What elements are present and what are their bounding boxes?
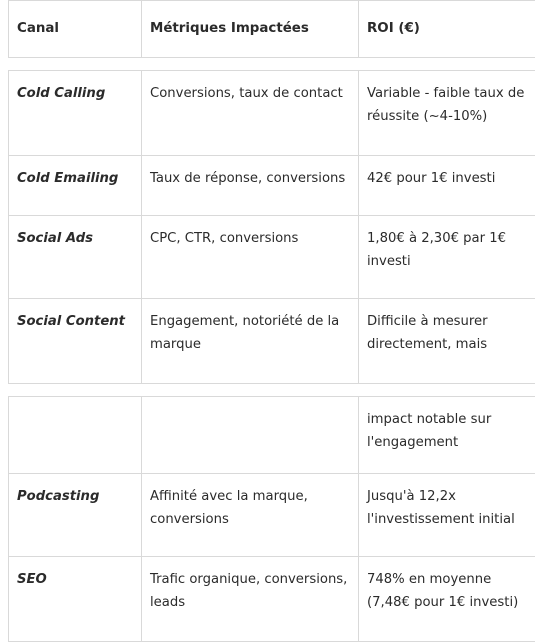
header-roi: ROI (€) [359,1,535,41]
canal-name: Social Ads [9,216,141,251]
table-cell [359,397,535,474]
metrics-text: Affinité avec la marque, conversions [142,474,358,531]
spacer-cell [359,384,535,397]
roi-table [8,0,535,642]
table-row [9,156,535,216]
roi-text: impact notable sur l'engagement [359,397,535,454]
table-cell [142,397,359,474]
table-header-row [9,1,535,58]
table-cell [359,474,535,557]
table-cell [359,71,535,156]
table-cell [9,474,142,557]
header-cell [359,1,535,58]
table-row [9,216,535,299]
table-cell [359,557,535,642]
spacer-cell [142,58,359,71]
table-cell [142,474,359,557]
table-cell [142,156,359,216]
table-cell [142,216,359,299]
metrics-text: Taux de réponse, conversions [142,156,358,191]
roi-text: Variable - faible taux de réussite (~4-10%) [359,71,535,128]
canal-name: Social Content [9,299,141,334]
spacer-cell [9,58,142,71]
header-cell [9,1,142,58]
metrics-text: Conversions, taux de contact [142,71,358,106]
table-row [9,299,535,384]
canal-name: Cold Emailing [9,156,141,191]
spacer-cell [9,384,142,397]
roi-text: 1,80€ à 2,30€ par 1€ investi [359,216,535,273]
table-row [9,71,535,156]
roi-text: Jusqu'à 12,2x l'investissement initial [359,474,535,531]
table-row [9,557,535,642]
table-cell [142,557,359,642]
roi-text: 748% en moyenne (7,48€ pour 1€ investi) [359,557,535,614]
metrics-text: Engagement, notoriété de la marque [142,299,358,356]
table-cell [359,299,535,384]
table-cell [9,216,142,299]
table-spacer-row [9,58,535,71]
header-metriques: Métriques Impactées [142,1,358,41]
header-canal: Canal [9,1,141,41]
table-cell [9,397,142,474]
table-row [9,474,535,557]
table-row [9,397,535,474]
table-cell [359,216,535,299]
table-cell [9,299,142,384]
table-cell [9,557,142,642]
table-cell [142,71,359,156]
roi-text: Difficile à mesurer directement, mais [359,299,535,356]
spacer-cell [359,58,535,71]
canal-name: SEO [9,557,141,592]
table-spacer-row [9,384,535,397]
canal-name: Podcasting [9,474,141,509]
table-cell [359,156,535,216]
spacer-cell [142,384,359,397]
metrics-text: CPC, CTR, conversions [142,216,358,251]
table-cell [9,71,142,156]
metrics-text: Trafic organique, conversions, leads [142,557,358,614]
metrics-text [142,397,358,409]
canal-name [9,397,141,409]
header-cell [142,1,359,58]
table-cell [142,299,359,384]
canal-name: Cold Calling [9,71,141,106]
table-cell [9,156,142,216]
roi-text: 42€ pour 1€ investi [359,156,535,191]
